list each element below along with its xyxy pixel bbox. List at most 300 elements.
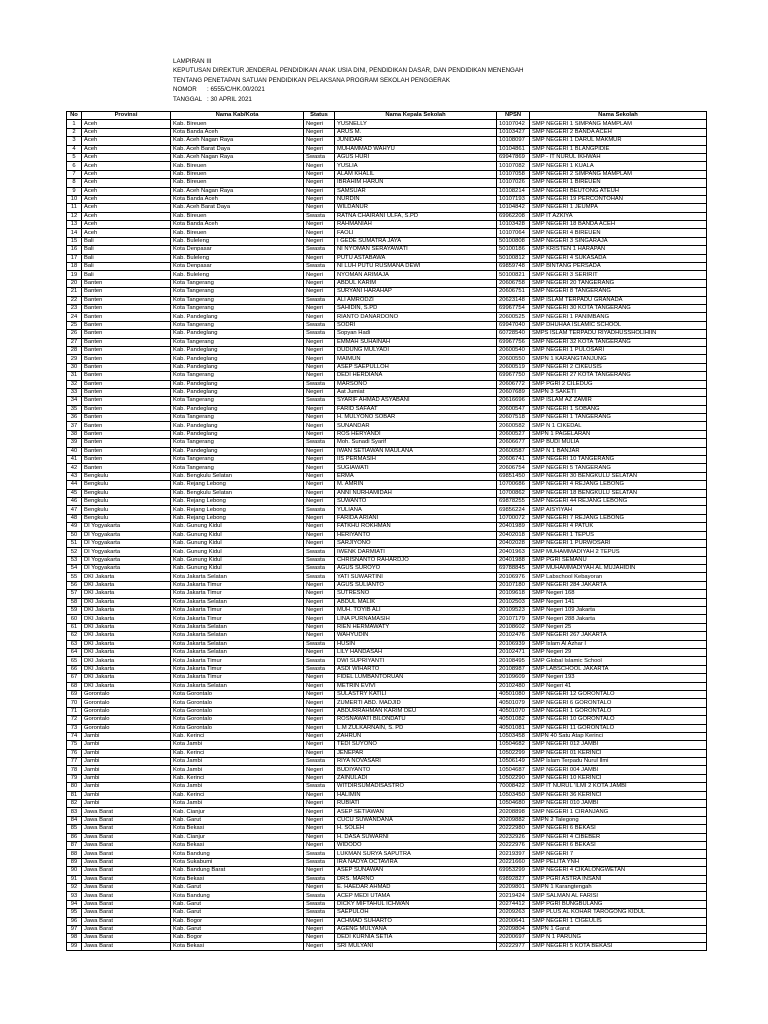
cell-kepala-sekolah: ABDUL MALIK bbox=[335, 598, 497, 606]
cell-npsn: 20607518 bbox=[497, 414, 530, 422]
cell-status: Negeri bbox=[304, 607, 335, 615]
tanggal-line bbox=[173, 95, 523, 104]
cell-npsn: 10103428 bbox=[497, 221, 530, 229]
cell-provinsi: DKI Jakarta bbox=[82, 674, 171, 682]
table-row bbox=[67, 674, 707, 682]
cell-no: 41 bbox=[67, 456, 82, 464]
cell-npsn: 10107058 bbox=[497, 170, 530, 178]
cell-kepala-sekolah: MUH. TOYIB ALI bbox=[335, 607, 497, 615]
cell-npsn: 10107082 bbox=[497, 162, 530, 170]
cell-kabkota: Kota Tangerang bbox=[171, 464, 304, 472]
cell-provinsi: Banten bbox=[82, 414, 171, 422]
cell-status: Swasta bbox=[304, 875, 335, 883]
table-row bbox=[67, 195, 707, 203]
cell-no: 50 bbox=[67, 531, 82, 539]
cell-npsn: 10104861 bbox=[497, 145, 530, 153]
cell-npsn: 40501070 bbox=[497, 707, 530, 715]
cell-no: 2 bbox=[67, 128, 82, 136]
cell-status: Negeri bbox=[304, 195, 335, 203]
cell-provinsi: Aceh bbox=[82, 179, 171, 187]
cell-no: 47 bbox=[67, 506, 82, 514]
col-status-header: Status bbox=[304, 112, 335, 120]
cell-no: 26 bbox=[67, 330, 82, 338]
cell-nama-sekolah: SMP NEGERI 2 SIMPANG MAMPLAM bbox=[530, 170, 707, 178]
cell-kepala-sekolah: ZUMERTI ABD. MADJID bbox=[335, 699, 497, 707]
cell-npsn: 10504682 bbox=[497, 741, 530, 749]
cell-provinsi: DKI Jakarta bbox=[82, 657, 171, 665]
table-row bbox=[67, 640, 707, 648]
cell-provinsi: Aceh bbox=[82, 137, 171, 145]
table-row bbox=[67, 732, 707, 740]
cell-npsn: 20107179 bbox=[497, 615, 530, 623]
cell-npsn: 20606741 bbox=[497, 456, 530, 464]
cell-npsn: 20600587 bbox=[497, 447, 530, 455]
table-row bbox=[67, 573, 707, 581]
cell-status: Swasta bbox=[304, 296, 335, 304]
cell-nama-sekolah: SMP NEGERI 1 GORONTALO bbox=[530, 707, 707, 715]
cell-no: 35 bbox=[67, 405, 82, 413]
cell-provinsi: Jawa Barat bbox=[82, 909, 171, 917]
cell-nama-sekolah: SMP NEGERI 18 BENGKULU SELATAN bbox=[530, 489, 707, 497]
cell-no: 30 bbox=[67, 363, 82, 371]
cell-status: Negeri bbox=[304, 338, 335, 346]
cell-nama-sekolah: SMP NEGERI 4 SUKASADA bbox=[530, 254, 707, 262]
cell-no: 14 bbox=[67, 229, 82, 237]
cell-status: Negeri bbox=[304, 363, 335, 371]
table-row bbox=[67, 447, 707, 455]
cell-provinsi: Jambi bbox=[82, 732, 171, 740]
cell-status: Negeri bbox=[304, 942, 335, 950]
cell-nama-sekolah: SMP NEGERI 30 KOTA TANGERANG bbox=[530, 304, 707, 312]
cell-provinsi: Jawa Barat bbox=[82, 875, 171, 883]
cell-no: 19 bbox=[67, 271, 82, 279]
cell-npsn: 20616696 bbox=[497, 397, 530, 405]
cell-status: Negeri bbox=[304, 539, 335, 547]
cell-kepala-sekolah: FIDEL LUMBANTORUAN bbox=[335, 674, 497, 682]
cell-no: 54 bbox=[67, 565, 82, 573]
table-row bbox=[67, 430, 707, 438]
cell-npsn: 20200697 bbox=[497, 934, 530, 942]
cell-kabkota: Kab. Aceh Nagan Raya bbox=[171, 137, 304, 145]
cell-kabkota: Kab. Garut bbox=[171, 900, 304, 908]
cell-kepala-sekolah: JUNIDAR bbox=[335, 137, 497, 145]
cell-kepala-sekolah: ALI AMRODZI bbox=[335, 296, 497, 304]
cell-npsn: 60728540 bbox=[497, 330, 530, 338]
cell-npsn: 40501081 bbox=[497, 724, 530, 732]
cell-status: Swasta bbox=[304, 263, 335, 271]
cell-nama-sekolah: SMPN 2 Talegong bbox=[530, 816, 707, 824]
cell-kepala-sekolah: ZAINULADI bbox=[335, 774, 497, 782]
cell-provinsi: Aceh bbox=[82, 229, 171, 237]
cell-nama-sekolah: SMP NEGERI BEUTONG ATEUH bbox=[530, 187, 707, 195]
cell-no: 11 bbox=[67, 204, 82, 212]
cell-kabkota: Kab. Bengkulu Selatan bbox=[171, 472, 304, 480]
cell-kabkota: Kota Jakarta Selatan bbox=[171, 623, 304, 631]
table-row bbox=[67, 934, 707, 942]
cell-no: 62 bbox=[67, 632, 82, 640]
cell-provinsi: DKI Jakarta bbox=[82, 640, 171, 648]
cell-status: Negeri bbox=[304, 615, 335, 623]
cell-nama-sekolah: SMP NEGERI 01 KERINCI bbox=[530, 749, 707, 757]
cell-nama-sekolah: SMP AISYIYAH bbox=[530, 506, 707, 514]
table-row bbox=[67, 346, 707, 354]
cell-npsn: 20600519 bbox=[497, 363, 530, 371]
table-row bbox=[67, 783, 707, 791]
cell-no: 55 bbox=[67, 573, 82, 581]
cell-provinsi: Jawa Barat bbox=[82, 867, 171, 875]
cell-npsn: 50100186 bbox=[497, 246, 530, 254]
cell-no: 24 bbox=[67, 313, 82, 321]
cell-kepala-sekolah: SODRI bbox=[335, 321, 497, 329]
cell-provinsi: DKI Jakarta bbox=[82, 598, 171, 606]
cell-provinsi: Jambi bbox=[82, 774, 171, 782]
cell-kabkota: Kab. Bandung Barat bbox=[171, 867, 304, 875]
cell-provinsi: Jawa Barat bbox=[82, 900, 171, 908]
cell-status: Negeri bbox=[304, 229, 335, 237]
cell-status: Negeri bbox=[304, 774, 335, 782]
cell-kabkota: Kab. Gunung Kidul bbox=[171, 565, 304, 573]
cell-nama-sekolah: SMP NEGERI 5 TANGERANG bbox=[530, 464, 707, 472]
cell-status: Negeri bbox=[304, 355, 335, 363]
cell-status: Negeri bbox=[304, 674, 335, 682]
cell-kabkota: Kota Bekasi bbox=[171, 942, 304, 950]
cell-status: Negeri bbox=[304, 732, 335, 740]
cell-kabkota: Kab. Bireuen bbox=[171, 212, 304, 220]
cell-nama-sekolah: SMP PGRI SEMANU bbox=[530, 556, 707, 564]
cell-kabkota: Kota Tangerang bbox=[171, 397, 304, 405]
table-row bbox=[67, 221, 707, 229]
cell-no: 67 bbox=[67, 674, 82, 682]
cell-no: 9 bbox=[67, 187, 82, 195]
cell-kepala-sekolah: MAIMUN bbox=[335, 355, 497, 363]
cell-npsn: 20102480 bbox=[497, 682, 530, 690]
cell-no: 46 bbox=[67, 497, 82, 505]
cell-no: 61 bbox=[67, 623, 82, 631]
table-row bbox=[67, 481, 707, 489]
cell-nama-sekolah: SMP BUDI MULIA bbox=[530, 439, 707, 447]
cell-nama-sekolah: SMP NEGERI 11 GORONTALO bbox=[530, 724, 707, 732]
cell-no: 76 bbox=[67, 749, 82, 757]
cell-nama-sekolah: SMP Negeri 141 bbox=[530, 598, 707, 606]
cell-no: 70 bbox=[67, 699, 82, 707]
cell-npsn: 20606677 bbox=[497, 439, 530, 447]
table-row bbox=[67, 766, 707, 774]
table-row bbox=[67, 598, 707, 606]
cell-no: 89 bbox=[67, 858, 82, 866]
table-row bbox=[67, 699, 707, 707]
table-row bbox=[67, 833, 707, 841]
cell-kepala-sekolah: NYOMAN ARIMAJA bbox=[335, 271, 497, 279]
cell-no: 28 bbox=[67, 346, 82, 354]
cell-npsn: 20102471 bbox=[497, 649, 530, 657]
cell-kabkota: Kab. Aceh Nagan Raya bbox=[171, 187, 304, 195]
cell-kabkota: Kota Gorontalo bbox=[171, 716, 304, 724]
cell-kepala-sekolah: E. HAEDAR AHMAD bbox=[335, 883, 497, 891]
cell-status: Swasta bbox=[304, 565, 335, 573]
cell-nama-sekolah: SMP NEGERI 4 CIKALONGWETAN bbox=[530, 867, 707, 875]
cell-provinsi: Banten bbox=[82, 380, 171, 388]
table-row bbox=[67, 690, 707, 698]
cell-kabkota: Kab. Pandeglang bbox=[171, 447, 304, 455]
cell-nama-sekolah: SMP NEGERI 1 CIGEULIS bbox=[530, 917, 707, 925]
cell-provinsi: DKI Jakarta bbox=[82, 632, 171, 640]
cell-kabkota: Kab. Gunung Kidul bbox=[171, 556, 304, 564]
cell-kepala-sekolah: DUDUNG MULYADI bbox=[335, 346, 497, 354]
cell-provinsi: Jawa Barat bbox=[82, 934, 171, 942]
cell-kabkota: Kota Tangerang bbox=[171, 414, 304, 422]
cell-provinsi: Banten bbox=[82, 330, 171, 338]
cell-nama-sekolah: SMP NEGERI 10 KERINCI bbox=[530, 774, 707, 782]
table-row bbox=[67, 758, 707, 766]
lampiran-label: LAMPIRAN III bbox=[173, 58, 212, 65]
cell-status: Negeri bbox=[304, 279, 335, 287]
cell-kepala-sekolah: ASEP SAEPULLOH bbox=[335, 363, 497, 371]
cell-status: Negeri bbox=[304, 514, 335, 522]
cell-kepala-sekolah: HERIYANTO bbox=[335, 531, 497, 539]
cell-no: 22 bbox=[67, 296, 82, 304]
cell-kepala-sekolah: LINA PURNAMASIH bbox=[335, 615, 497, 623]
cell-nama-sekolah: SMP Labschool Kebayoran bbox=[530, 573, 707, 581]
table-row bbox=[67, 338, 707, 346]
table-row bbox=[67, 607, 707, 615]
cell-kepala-sekolah: ACHMAD SUHARTO bbox=[335, 917, 497, 925]
cell-no: 48 bbox=[67, 514, 82, 522]
table-row bbox=[67, 237, 707, 245]
cell-npsn: 69962208 bbox=[497, 212, 530, 220]
cell-no: 74 bbox=[67, 732, 82, 740]
cell-kabkota: Kota Jakarta Timur bbox=[171, 665, 304, 673]
cell-nama-sekolah: SMP NEGERI 4 BIREUEN bbox=[530, 229, 707, 237]
cell-status: Swasta bbox=[304, 657, 335, 665]
cell-kepala-sekolah: JENEPAR bbox=[335, 749, 497, 757]
cell-npsn: 70008422 bbox=[497, 783, 530, 791]
cell-provinsi: Banten bbox=[82, 355, 171, 363]
table-row bbox=[67, 531, 707, 539]
table-row bbox=[67, 288, 707, 296]
cell-npsn: 10506149 bbox=[497, 758, 530, 766]
cell-no: 44 bbox=[67, 481, 82, 489]
cell-status: Negeri bbox=[304, 137, 335, 145]
cell-status: Negeri bbox=[304, 430, 335, 438]
cell-kabkota: Kab. Buleleng bbox=[171, 254, 304, 262]
cell-npsn: 10504687 bbox=[497, 766, 530, 774]
cell-no: 86 bbox=[67, 833, 82, 841]
cell-provinsi: Banten bbox=[82, 405, 171, 413]
cell-kabkota: Kota Gorontalo bbox=[171, 724, 304, 732]
cell-kabkota: Kab. Garut bbox=[171, 909, 304, 917]
cell-kabkota: Kota Tangerang bbox=[171, 456, 304, 464]
cell-status: Swasta bbox=[304, 212, 335, 220]
cell-provinsi: Jawa Barat bbox=[82, 850, 171, 858]
cell-nama-sekolah: SMP NEGERI 1 PULOSARI bbox=[530, 346, 707, 354]
cell-status: Swasta bbox=[304, 783, 335, 791]
cell-provinsi: Banten bbox=[82, 456, 171, 464]
cell-no: 65 bbox=[67, 657, 82, 665]
cell-nama-sekolah: SMP BINTANG PERSADA bbox=[530, 263, 707, 271]
cell-npsn: 69851450 bbox=[497, 472, 530, 480]
cell-provinsi: Jawa Barat bbox=[82, 841, 171, 849]
cell-npsn: 69856224 bbox=[497, 506, 530, 514]
cell-npsn: 69947040 bbox=[497, 321, 530, 329]
cell-provinsi: Bengkulu bbox=[82, 489, 171, 497]
cell-kabkota: Kab. Pandeglang bbox=[171, 330, 304, 338]
cell-status: Negeri bbox=[304, 313, 335, 321]
cell-kabkota: Kab. Pandeglang bbox=[171, 405, 304, 413]
cell-status: Negeri bbox=[304, 422, 335, 430]
cell-nama-sekolah: SMP NEGERI 18 BANDA ACEH bbox=[530, 221, 707, 229]
cell-npsn: 10107193 bbox=[497, 195, 530, 203]
cell-npsn: 10108214 bbox=[497, 187, 530, 195]
cell-status: Swasta bbox=[304, 380, 335, 388]
cell-provinsi: Aceh bbox=[82, 187, 171, 195]
cell-no: 60 bbox=[67, 615, 82, 623]
cell-no: 83 bbox=[67, 808, 82, 816]
cell-kepala-sekolah: L.M ZULKARNAIN, S. PD bbox=[335, 724, 497, 732]
cell-nama-sekolah: SMP NEGERI 27 KOTA TANGERANG bbox=[530, 372, 707, 380]
cell-status: Swasta bbox=[304, 665, 335, 673]
cell-provinsi: Banten bbox=[82, 279, 171, 287]
cell-provinsi: Bengkulu bbox=[82, 497, 171, 505]
table-row bbox=[67, 900, 707, 908]
cell-kepala-sekolah: I GEDE SUMATRA JAYA bbox=[335, 237, 497, 245]
cell-nama-sekolah: SMP NEGERI 4 REJANG LEBONG bbox=[530, 481, 707, 489]
cell-nama-sekolah: SMP NEGERI 1 BIREUEN bbox=[530, 179, 707, 187]
cell-status: Swasta bbox=[304, 909, 335, 917]
cell-status: Negeri bbox=[304, 649, 335, 657]
cell-npsn: 20623148 bbox=[497, 296, 530, 304]
cell-nama-sekolah: SMP N 1 CIKEDAL bbox=[530, 422, 707, 430]
cell-kepala-sekolah: FARIDA ARIANI bbox=[335, 514, 497, 522]
cell-no: 12 bbox=[67, 212, 82, 220]
cell-status: Negeri bbox=[304, 800, 335, 808]
cell-provinsi: Banten bbox=[82, 304, 171, 312]
cell-kepala-sekolah: ASEP SUNAWAN bbox=[335, 867, 497, 875]
cell-no: 23 bbox=[67, 304, 82, 312]
cell-provinsi: Gorontalo bbox=[82, 716, 171, 724]
cell-npsn: 20108602 bbox=[497, 623, 530, 631]
cell-kabkota: Kota Jambi bbox=[171, 758, 304, 766]
cell-provinsi: Gorontalo bbox=[82, 690, 171, 698]
cell-no: 97 bbox=[67, 925, 82, 933]
table-row bbox=[67, 120, 707, 128]
cell-kabkota: Kab. Aceh Nagan Raya bbox=[171, 153, 304, 161]
cell-nama-sekolah: SMP NEGERI 6 GORONTALO bbox=[530, 699, 707, 707]
cell-kepala-sekolah: SULASTRY KATILI bbox=[335, 690, 497, 698]
cell-provinsi: Banten bbox=[82, 464, 171, 472]
cell-status: Negeri bbox=[304, 179, 335, 187]
cell-kabkota: Kab. Gunung Kidul bbox=[171, 539, 304, 547]
cell-provinsi: Jambi bbox=[82, 783, 171, 791]
cell-kepala-sekolah: HALIMIN bbox=[335, 791, 497, 799]
cell-npsn: 10503458 bbox=[497, 732, 530, 740]
cell-status: Swasta bbox=[304, 858, 335, 866]
cell-no: 96 bbox=[67, 917, 82, 925]
table-row bbox=[67, 179, 707, 187]
cell-npsn: 20208898 bbox=[497, 808, 530, 816]
cell-provinsi: Aceh bbox=[82, 153, 171, 161]
table-row bbox=[67, 724, 707, 732]
cell-nama-sekolah: SMPN 1 Karangtengah bbox=[530, 883, 707, 891]
cell-no: 66 bbox=[67, 665, 82, 673]
table-row bbox=[67, 565, 707, 573]
table-row bbox=[67, 909, 707, 917]
cell-nama-sekolah: SMP IT AZKIYA bbox=[530, 212, 707, 220]
cell-no: 43 bbox=[67, 472, 82, 480]
cell-provinsi: Jawa Barat bbox=[82, 942, 171, 950]
cell-no: 59 bbox=[67, 607, 82, 615]
cell-status: Swasta bbox=[304, 397, 335, 405]
cell-kepala-sekolah: Moh. Sunadi Syarif bbox=[335, 439, 497, 447]
cell-status: Negeri bbox=[304, 271, 335, 279]
cell-nama-sekolah: SMP ISLAM TERPADU GRANADA bbox=[530, 296, 707, 304]
table-row bbox=[67, 489, 707, 497]
cell-kepala-sekolah: ASEP SETIAWAN bbox=[335, 808, 497, 816]
cell-kepala-sekolah: HUSIN bbox=[335, 640, 497, 648]
cell-status: Negeri bbox=[304, 925, 335, 933]
cell-kepala-sekolah: RIYA NOVASARI bbox=[335, 758, 497, 766]
cell-nama-sekolah: SMP Negeri 288 Jakarta bbox=[530, 615, 707, 623]
cell-npsn: 20600540 bbox=[497, 346, 530, 354]
cell-kepala-sekolah: ARUS M. bbox=[335, 128, 497, 136]
tanggal-label: TANGGAL bbox=[173, 95, 203, 103]
cell-status: Negeri bbox=[304, 405, 335, 413]
cell-status: Negeri bbox=[304, 447, 335, 455]
cell-no: 75 bbox=[67, 741, 82, 749]
cell-npsn: 20606758 bbox=[497, 279, 530, 287]
cell-nama-sekolah: SMP NEGERI 7 REJANG LEBONG bbox=[530, 514, 707, 522]
cell-kabkota: Kab. Gunung Kidul bbox=[171, 531, 304, 539]
cell-status: Negeri bbox=[304, 766, 335, 774]
cell-status: Swasta bbox=[304, 573, 335, 581]
cell-npsn: 50100821 bbox=[497, 271, 530, 279]
cell-provinsi: Jambi bbox=[82, 758, 171, 766]
cell-status: Swasta bbox=[304, 556, 335, 564]
table-row bbox=[67, 313, 707, 321]
cell-no: 72 bbox=[67, 716, 82, 724]
cell-kabkota: Kota Tangerang bbox=[171, 338, 304, 346]
table-row bbox=[67, 170, 707, 178]
cell-status: Negeri bbox=[304, 288, 335, 296]
cell-kepala-sekolah: H. MULYONO SOBAR bbox=[335, 414, 497, 422]
cell-kabkota: Kota Jambi bbox=[171, 741, 304, 749]
cell-kepala-sekolah: MARSONO bbox=[335, 380, 497, 388]
cell-nama-sekolah: SMP NEGERI 1 TEPUS bbox=[530, 531, 707, 539]
cell-nama-sekolah: SMP PGRI ASTRA INSANI bbox=[530, 875, 707, 883]
cell-no: 57 bbox=[67, 590, 82, 598]
cell-provinsi: DI Yogyakarta bbox=[82, 539, 171, 547]
cell-no: 78 bbox=[67, 766, 82, 774]
cell-nama-sekolah: SMP NEGERI 010 JAMBI bbox=[530, 800, 707, 808]
cell-nama-sekolah: SMP NEGERI 2 BANDA ACEH bbox=[530, 128, 707, 136]
cell-kabkota: Kota Jakarta Timur bbox=[171, 615, 304, 623]
cell-no: 10 bbox=[67, 195, 82, 203]
cell-status: Negeri bbox=[304, 145, 335, 153]
cell-kabkota: Kota Tangerang bbox=[171, 372, 304, 380]
cell-nama-sekolah: SMP NEGERI 1 PANIMBANG bbox=[530, 313, 707, 321]
cell-npsn: 20222977 bbox=[497, 942, 530, 950]
cell-no: 38 bbox=[67, 430, 82, 438]
cell-nama-sekolah: SMP Negeri 41 bbox=[530, 682, 707, 690]
cell-kepala-sekolah: SAMSUAR bbox=[335, 187, 497, 195]
cell-kabkota: Kab. Rejang Lebong bbox=[171, 506, 304, 514]
table-row bbox=[67, 363, 707, 371]
cell-kabkota: Kota Tangerang bbox=[171, 439, 304, 447]
cell-kabkota: Kab. Bogor bbox=[171, 934, 304, 942]
cell-kepala-sekolah: IBRAHIM HARUN bbox=[335, 179, 497, 187]
cell-nama-sekolah: SMP NEGERI 44 REJANG LEBONG bbox=[530, 497, 707, 505]
cell-kepala-sekolah: ZAHRUN bbox=[335, 732, 497, 740]
cell-npsn: 20209804 bbox=[497, 925, 530, 933]
